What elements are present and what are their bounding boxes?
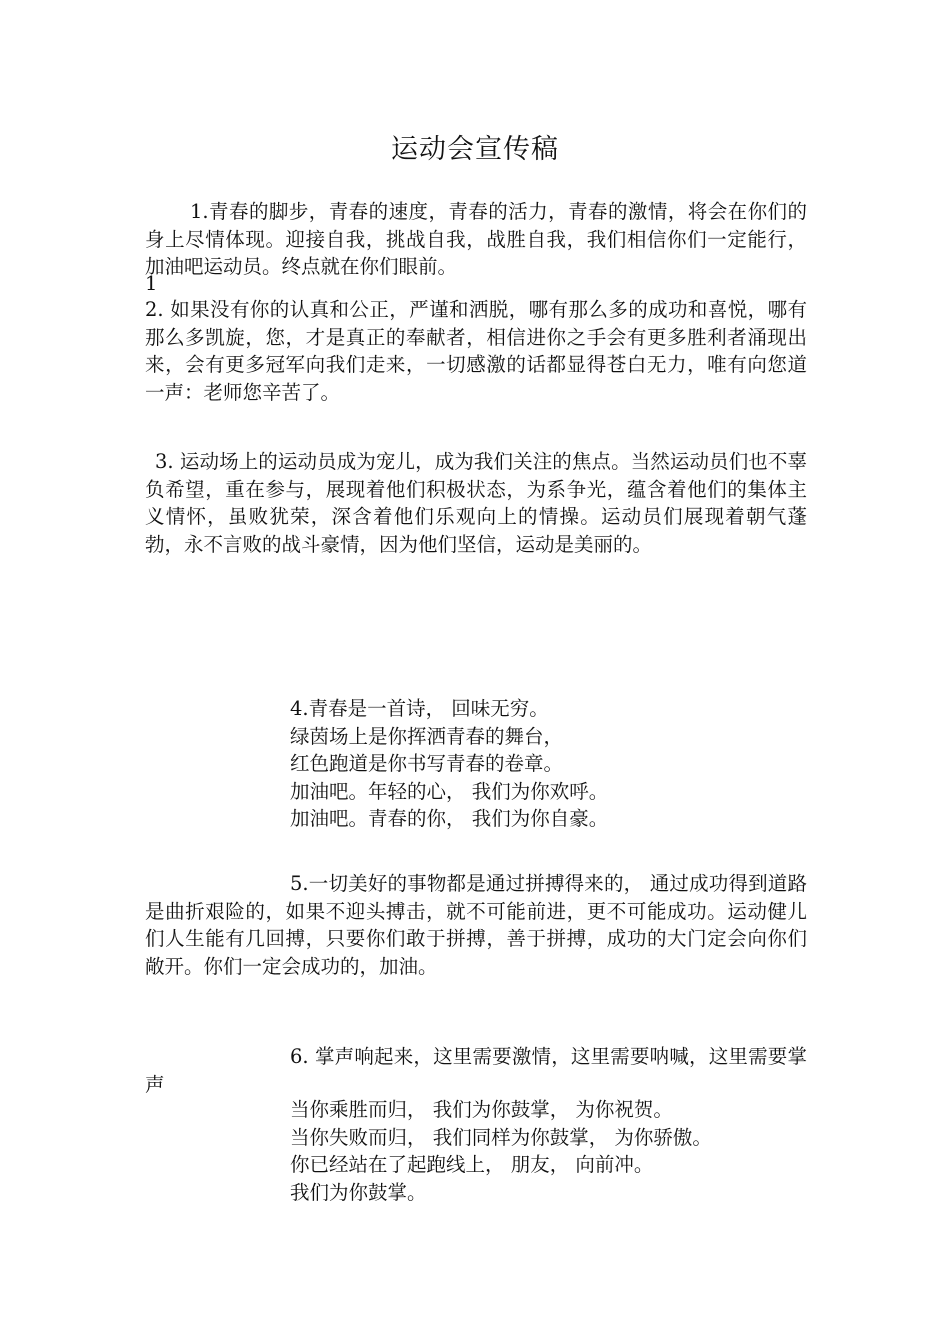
paragraph-2: 2. 如果没有你的认真和公正，严谨和洒脱，哪有那么多的成功和喜悦，哪有那么多凯旋，您，才是真正的奉献者，相信进你之手会有更多胜利者涌现出来，会有更多冠军向我们走来，一切感激的话都显得苍白无力，唯有向您道一声：老师您辛苦了。 [145, 298, 807, 404]
document-title: 运动会宣传稿 [391, 134, 559, 165]
poem-6 [290, 1096, 810, 1206]
poem-6-line: 当你失败而归， 我们同样为你鼓掌， 为你骄傲。 [290, 1125, 712, 1149]
poem-4-line: 红色跑道是你书写青春的卷章。 [290, 752, 564, 775]
poem-4-line: 加油吧。青春的你， 我们为你自豪。 [290, 807, 609, 830]
poem-6-line: 当你乘胜而归， 我们为你鼓掌， 为你祝贺。 [290, 1098, 673, 1121]
poem-6-line: 你已经站在了起跑线上， 朋友， 向前冲。 [290, 1153, 654, 1176]
poem-4-line: 加油吧。年轻的心， 我们为你欢呼。 [290, 779, 609, 803]
poem-4-line: 4.青春是一首诗， 回味无穷。 [290, 697, 549, 720]
paragraph-3: 3. 运动场上的运动员成为宠儿，成为我们关注的焦点。当然运动员们也不辜负希望，重在参与，展现着他们积极状态，为系争光，蕴含着他们的集体主义情怀，虽败犹荣，深含着他们乐观向上的情操。运动员们展现着朝气蓬勃，永不言败的战斗豪情，因为他们坚信，运动是美丽的。 [145, 450, 807, 556]
paragraph-1: 1.青春的脚步，青春的速度，青春的活力，青春的激情，将会在你们的身上尽情体现。迎接自我，挑战自我，战胜自我，我们相信你们一定能行， 加油吧运动员。终点就在你们眼前。 [145, 200, 807, 278]
poem-6-line: 我们为你鼓掌。 [290, 1180, 427, 1204]
paragraph-6: 6. 掌声响起来，这里需要激情，这里需要呐喊，这里需要掌声 [145, 1045, 807, 1096]
paragraph-5: 5.一切美好的事物都是通过拼搏得来的， 通过成功得到道路是曲折艰险的，如果不迎头搏击，就不可能前进，更不可能成功。运动健儿们人生能有几回搏，只要你们敢于拼搏，善于拼搏，成功的大门定会向你们敞开。你们一定会成功的，加油。 [145, 872, 807, 978]
stray-number: 1 [145, 272, 158, 295]
poem-4-line: 绿茵场上是你挥洒青春的舞台， [290, 724, 564, 748]
poem-4 [290, 695, 810, 833]
